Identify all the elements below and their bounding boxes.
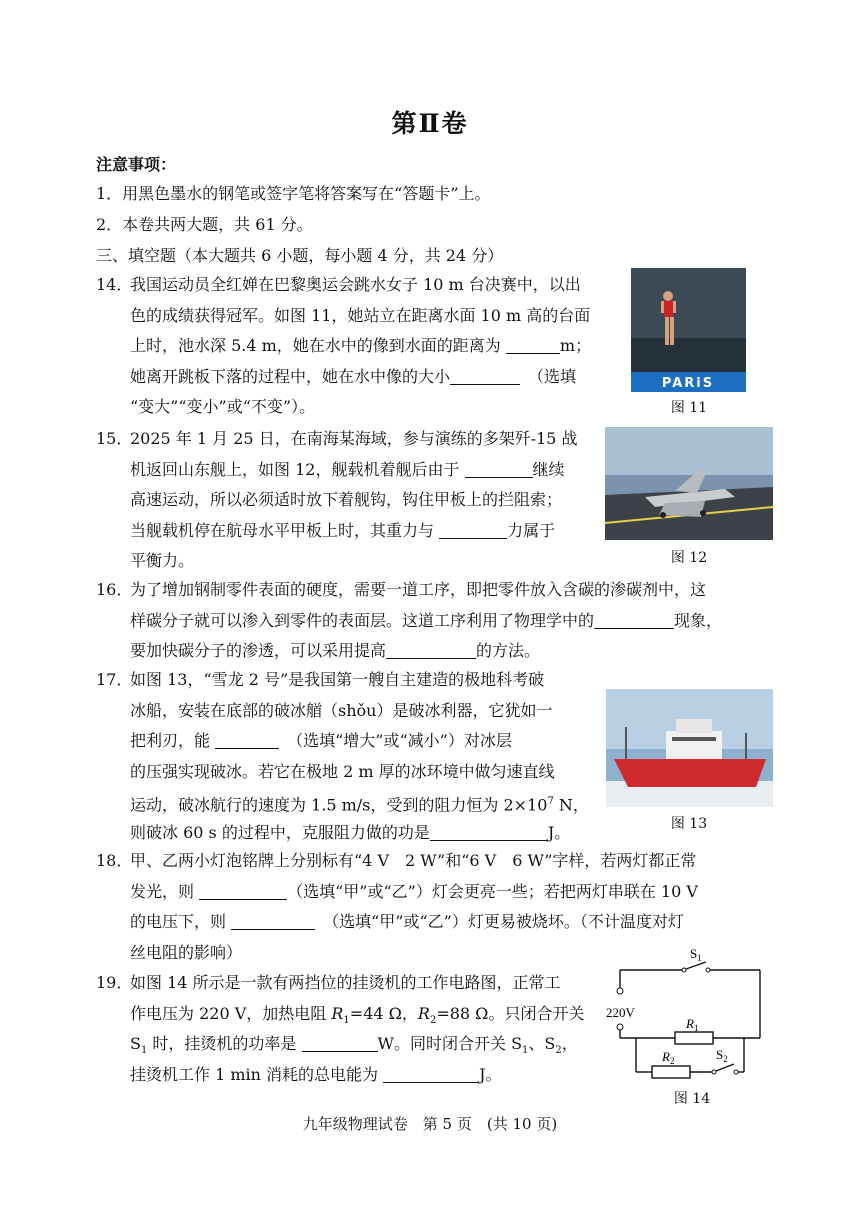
text-line: 如图 14 所示是一款有两挡位的挂烫机的工作电路图，正常工 bbox=[130, 973, 561, 992]
note-item-2: 2．本卷共两大题，共 61 分。 bbox=[96, 215, 313, 234]
section-title: 第Ⅱ卷 bbox=[391, 109, 469, 138]
text-line: 丝电阻的影响） bbox=[130, 942, 243, 962]
page-footer: 九年级物理试卷 第 5 页 (共 10 页) bbox=[302, 1115, 558, 1133]
question-number: 17． bbox=[96, 670, 133, 689]
resistor-r1-label: $R_1$ bbox=[686, 1016, 699, 1033]
paris-banner: PARiS bbox=[661, 376, 715, 391]
text-line: 机返回山东舰上，如图 12，舰载机着舰后由于 继续 bbox=[130, 459, 565, 479]
answer-blank[interactable] bbox=[430, 822, 548, 841]
voltage-label: 220V bbox=[606, 1005, 635, 1020]
figure-11-diver-photo bbox=[631, 268, 746, 392]
notes-heading: 注意事项： bbox=[96, 155, 177, 174]
figure-11-caption: 图 11 bbox=[670, 400, 708, 416]
section-heading: 三、填空题（本大题共 6 小题，每小题 4 分，共 24 分） bbox=[96, 246, 504, 265]
text-line: 上时，池水深 5.4 m，她在水中的像到水面的距离为 m； bbox=[130, 336, 592, 355]
text-line: 2025 年 1 月 25 日，在南海某海域，参与演练的多架歼-15 战 bbox=[130, 429, 578, 448]
text-line: 高速运动，所以必须适时放下着舰钩，钩住甲板上的拦阻索； bbox=[130, 490, 563, 509]
answer-blank[interactable] bbox=[506, 335, 560, 354]
answer-blank[interactable] bbox=[302, 1033, 378, 1052]
figure-13-icebreaker-photo bbox=[606, 689, 773, 807]
text-line: 作电压为 220 V，加热电阻 $R_1=44$ Ω，$R_2=88$ Ω。只闭合开关 bbox=[130, 1003, 585, 1026]
text-line: 为了增加钢制零件表面的硬度，需要一道工序，即把零件放入含碳的渗碳剂中，这 bbox=[130, 580, 707, 599]
question-number: 14． bbox=[96, 275, 133, 294]
note-item-1: 1．用黑色墨水的钢笔或签字笔将答案写在“答题卡”上。 bbox=[96, 184, 491, 203]
text-line: 当舰载机停在航母水平甲板上时，其重力与 力属于 bbox=[130, 520, 556, 540]
text-line: 发光，则 （选填“甲”或“乙”）灯会更亮一些；若把两灯串联在 10 V bbox=[130, 881, 698, 901]
text-line: 则破冰 60 s 的过程中，克服阻力做的功是 J。 bbox=[130, 822, 571, 842]
figure-12-jet-photo bbox=[605, 427, 773, 540]
question-number: 19． bbox=[96, 973, 133, 992]
text-line: “变大”“变小”或“不变”）。 bbox=[130, 397, 316, 416]
text-line: 她离开跳板下落的过程中，她在水中像的大小 （选填 bbox=[130, 366, 577, 386]
text-line: 的压强实现破冰。若它在极地 2 m 厚的冰环境中做匀速直线 bbox=[130, 761, 555, 781]
text-line: 把利刃，能 （选填“增大”或“减小”）对冰层 bbox=[130, 731, 512, 750]
answer-blank[interactable] bbox=[439, 520, 507, 539]
text-line: 冰船，安装在底部的破冰艏（shǒu）是破冰利器，它犹如一 bbox=[130, 700, 553, 720]
question-16 bbox=[96, 575, 723, 660]
text-line: 的电压下，则 （选填“甲”或“乙”）灯更易被烧坏。（不计温度对灯 bbox=[130, 912, 684, 931]
question-15 bbox=[96, 424, 578, 570]
answer-blank[interactable] bbox=[231, 911, 315, 930]
answer-blank[interactable] bbox=[199, 881, 287, 900]
text-line: 我国运动员全红婵在巴黎奥运会跳水女子 10 m 台决赛中，以出 bbox=[130, 275, 581, 294]
answer-blank[interactable] bbox=[215, 730, 279, 749]
text-line: 甲、乙两小灯泡铭牌上分别标有“4 V 2 W”和“6 V 6 W”字样，若两灯都正常 bbox=[130, 851, 697, 870]
switch-s1-label: $S_1$ bbox=[690, 946, 702, 963]
figure-12-caption: 图 12 bbox=[670, 550, 708, 566]
answer-blank[interactable] bbox=[386, 640, 476, 659]
resistor-r2-label: $R_2$ bbox=[662, 1049, 675, 1066]
text-line: 要加快碳分子的渗透，可以采用提高 的方法。 bbox=[130, 641, 541, 660]
text-line: 平衡力。 bbox=[130, 551, 195, 570]
switch-s2-label: $S_2$ bbox=[716, 1047, 728, 1064]
question-number: 15． bbox=[96, 429, 133, 448]
text-line: $S_1$ 时，挂烫机的功率是 W。同时闭合开关 $S_1$、$S_2$， bbox=[130, 1034, 578, 1057]
question-19 bbox=[96, 968, 585, 1084]
question-17 bbox=[96, 665, 589, 842]
text-line: 样碳分子就可以渗入到零件的表面层。这道工序利用了物理学中的 现象， bbox=[130, 610, 723, 630]
question-number: 16． bbox=[96, 580, 133, 599]
text-line: 运动，破冰航行的速度为 1.5 m/s，受到的阻力恒为 $2\times 10^7$ N， bbox=[130, 795, 589, 815]
question-14 bbox=[96, 270, 592, 416]
text-line: 如图 13，“雪龙 2 号”是我国第一艘自主建造的极地科考破 bbox=[130, 670, 545, 689]
figure-14-caption: 图 14 bbox=[673, 1091, 711, 1107]
question-number: 18． bbox=[96, 851, 133, 870]
answer-blank[interactable] bbox=[450, 366, 520, 385]
figure-13-caption: 图 13 bbox=[670, 816, 708, 832]
text-line: 色的成绩获得冠军。如图 11，她站立在距离水面 10 m 高的台面 bbox=[130, 305, 591, 325]
answer-blank[interactable] bbox=[465, 459, 533, 478]
answer-blank[interactable] bbox=[383, 1064, 479, 1083]
figure-14-circuit-diagram bbox=[600, 942, 775, 1088]
text-line: 挂烫机工作 1 min 消耗的总电能为 J。 bbox=[130, 1064, 502, 1084]
answer-blank[interactable] bbox=[594, 610, 674, 629]
